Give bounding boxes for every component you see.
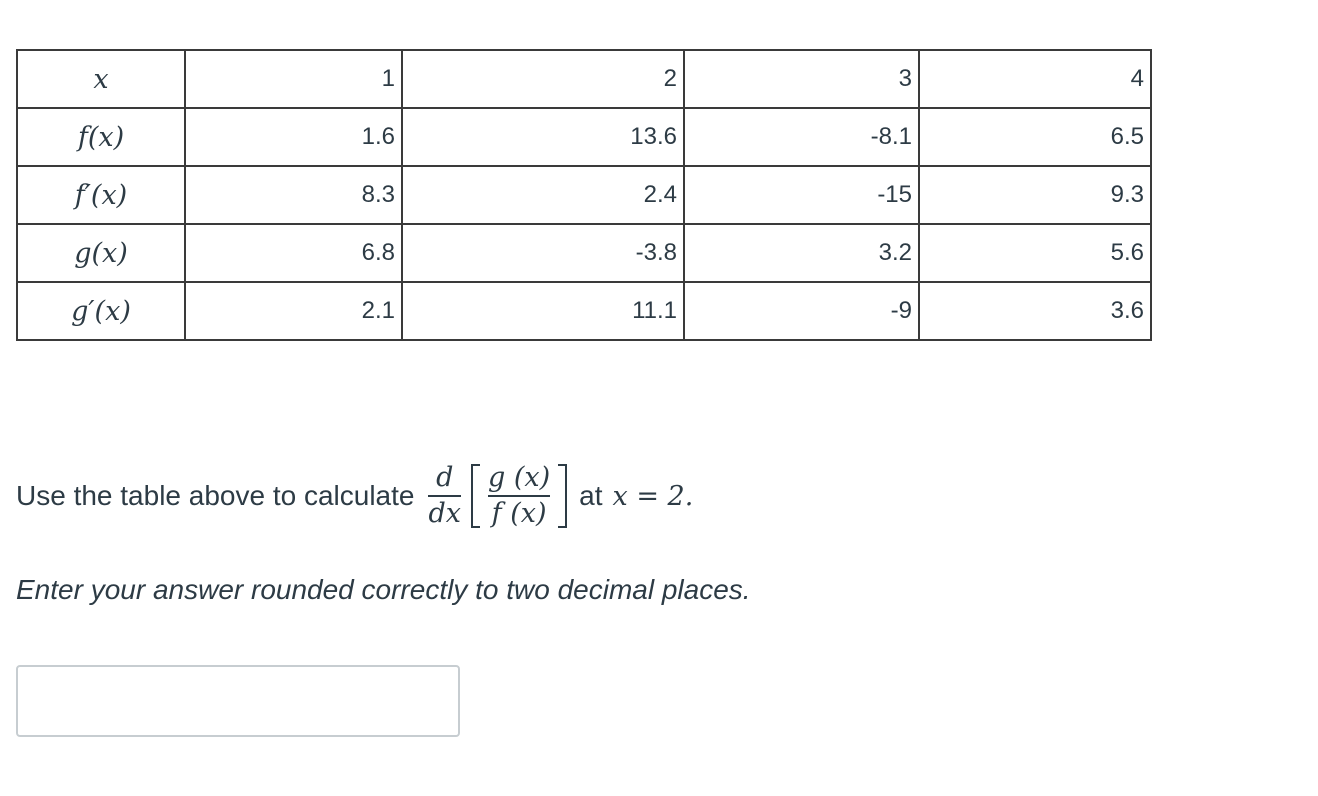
derivative-operator [428,461,461,529]
row-label: g(x) [17,224,185,282]
row-label: f′(x) [17,166,185,224]
table-cell: 8.3 [185,166,402,224]
prompt-lead-text: Use the table above to calculate [16,480,415,511]
derivative-numerator: d [436,461,454,493]
table-cell: -15 [684,166,919,224]
table-cell: 9.3 [919,166,1151,224]
question-prompt [16,448,693,544]
table-cell: 13.6 [402,108,684,166]
table-cell: 2.1 [185,282,402,340]
table-cell: -3.8 [402,224,684,282]
bracketed-quotient [469,461,569,529]
row-label: x [17,50,185,108]
table-cell: 6.5 [919,108,1151,166]
table-cell: 11.1 [402,282,684,340]
table-cell: 3 [684,50,919,108]
quotient-fraction-bar [488,495,550,497]
table-row [17,224,1151,282]
answer-input[interactable] [16,665,460,737]
row-label: f(x) [17,108,185,166]
table-cell: 6.8 [185,224,402,282]
quotient-numerator: g (x) [488,461,551,493]
table-cell: 2.4 [402,166,684,224]
right-bracket [558,464,567,529]
table-cell: 2 [402,50,684,108]
instruction-text: Enter your answer rounded correctly to two decimal places. [16,574,751,605]
table-cell: 1 [185,50,402,108]
row-label: g′(x) [17,282,185,340]
table-cell: 5.6 [919,224,1151,282]
table-cell: 3.6 [919,282,1151,340]
quotient-denominator: f (x) [491,498,547,529]
table-row [17,166,1151,224]
quotient-fraction [488,461,551,529]
table-cell: -9 [684,282,919,340]
derivative-fraction-bar [428,495,461,497]
table-cell: -8.1 [684,108,919,166]
at-text: at [579,480,603,511]
table-cell: 4 [919,50,1151,108]
table-row [17,282,1151,340]
values-table [16,49,1152,341]
derivative-denominator: dx [428,498,461,529]
table-cell: 3.2 [684,224,919,282]
left-bracket [471,464,480,529]
table-row [17,50,1151,108]
table-cell: 1.6 [185,108,402,166]
condition-expression: x = 2. [612,480,694,512]
table-row [17,108,1151,166]
